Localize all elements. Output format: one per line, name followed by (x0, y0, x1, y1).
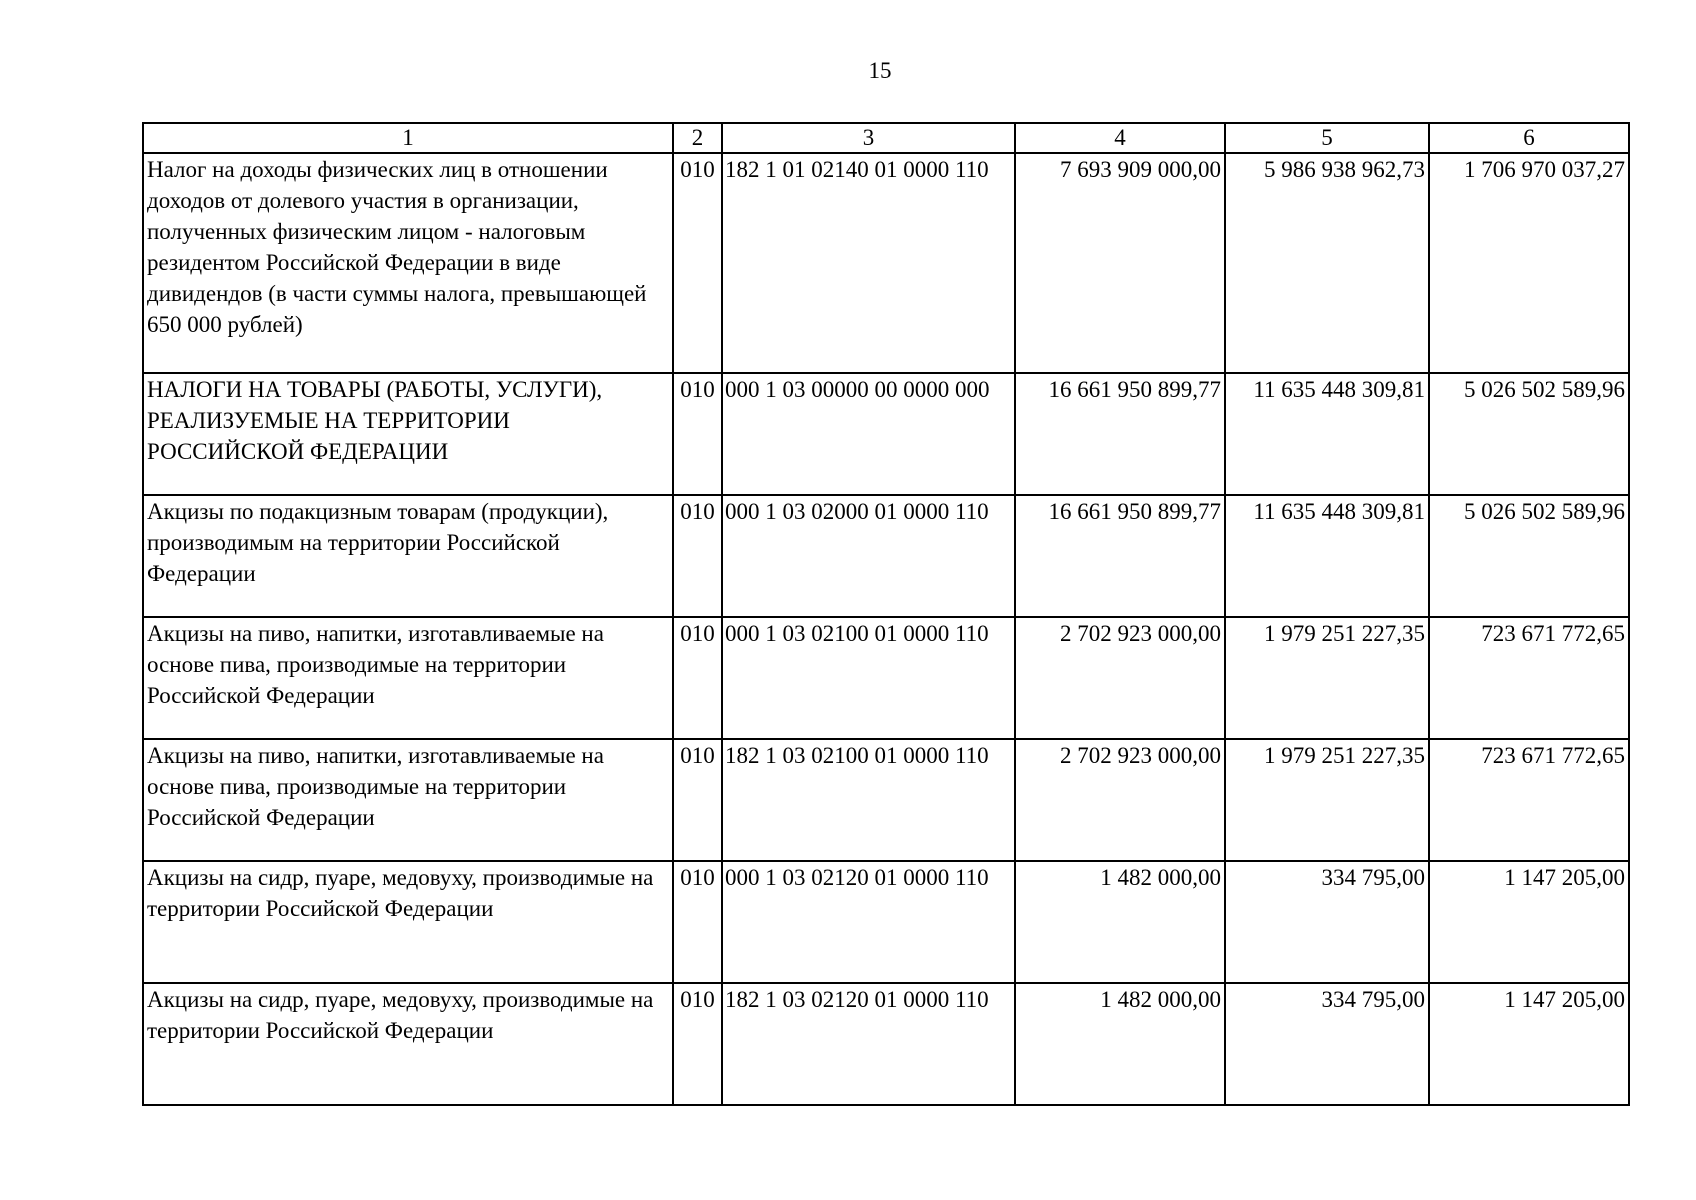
table-row (143, 153, 1629, 373)
row-budget-code: 000 1 03 00000 00 0000 000 (722, 373, 1015, 495)
page-number: 15 (868, 58, 892, 83)
row-unexecuted: 5 026 502 589,96 (1429, 495, 1629, 617)
row-line-code: 010 (673, 617, 722, 739)
row-budget-code: 182 1 03 02120 01 0000 110 (722, 983, 1015, 1105)
row-executed: 5 986 938 962,73 (1225, 153, 1429, 373)
row-unexecuted: 1 706 970 037,27 (1429, 153, 1629, 373)
table-row (143, 983, 1629, 1105)
table-row (143, 861, 1629, 983)
row-unexecuted: 723 671 772,65 (1429, 617, 1629, 739)
row-budget-code: 000 1 03 02120 01 0000 110 (722, 861, 1015, 983)
row-executed: 334 795,00 (1225, 983, 1429, 1105)
column-header-6: 6 (1429, 123, 1629, 153)
row-name: НАЛОГИ НА ТОВАРЫ (РАБОТЫ, УСЛУГИ), РЕАЛИЗУЕМЫЕ НА ТЕРРИТОРИИ РОССИЙСКОЙ ФЕДЕРАЦИИ (143, 373, 673, 495)
row-name: Налог на доходы физических лиц в отношении доходов от долевого участия в организации, полученных физическим лицом - налоговым резидентом Российской Федерации в виде дивидендов (в части суммы налога, превышающей 650 000 рублей) (143, 153, 673, 373)
column-header-3: 3 (722, 123, 1015, 153)
row-executed: 1 979 251 227,35 (1225, 739, 1429, 861)
table-row (143, 495, 1629, 617)
row-name: Акцизы по подакцизным товарам (продукции), производимым на территории Российской Федерации (143, 495, 673, 617)
row-budget-code: 182 1 01 02140 01 0000 110 (722, 153, 1015, 373)
row-executed: 11 635 448 309,81 (1225, 373, 1429, 495)
column-header-5: 5 (1225, 123, 1429, 153)
revenue-table (142, 122, 1630, 1106)
row-approved: 1 482 000,00 (1015, 861, 1225, 983)
row-unexecuted: 1 147 205,00 (1429, 983, 1629, 1105)
column-header-1: 1 (143, 123, 673, 153)
row-approved: 16 661 950 899,77 (1015, 373, 1225, 495)
row-line-code: 010 (673, 739, 722, 861)
row-budget-code: 000 1 03 02000 01 0000 110 (722, 495, 1015, 617)
row-name: Акцизы на пиво, напитки, изготавливаемые на основе пива, производимые на территории Российской Федерации (143, 739, 673, 861)
row-approved: 7 693 909 000,00 (1015, 153, 1225, 373)
column-header-4: 4 (1015, 123, 1225, 153)
row-name: Акцизы на пиво, напитки, изготавливаемые на основе пива, производимые на территории Российской Федерации (143, 617, 673, 739)
row-executed: 1 979 251 227,35 (1225, 617, 1429, 739)
row-line-code: 010 (673, 983, 722, 1105)
row-budget-code: 000 1 03 02100 01 0000 110 (722, 617, 1015, 739)
table-row (143, 739, 1629, 861)
row-unexecuted: 1 147 205,00 (1429, 861, 1629, 983)
row-approved: 2 702 923 000,00 (1015, 739, 1225, 861)
row-executed: 11 635 448 309,81 (1225, 495, 1429, 617)
row-executed: 334 795,00 (1225, 861, 1429, 983)
row-approved: 2 702 923 000,00 (1015, 617, 1225, 739)
row-name: Акцизы на сидр, пуаре, медовуху, производимые на территории Российской Федерации (143, 861, 673, 983)
column-header-2: 2 (673, 123, 722, 153)
row-unexecuted: 723 671 772,65 (1429, 739, 1629, 861)
table-row (143, 373, 1629, 495)
row-approved: 16 661 950 899,77 (1015, 495, 1225, 617)
row-budget-code: 182 1 03 02100 01 0000 110 (722, 739, 1015, 861)
row-line-code: 010 (673, 373, 722, 495)
column-number-row (143, 123, 1629, 153)
row-approved: 1 482 000,00 (1015, 983, 1225, 1105)
row-line-code: 010 (673, 153, 722, 373)
row-name: Акцизы на сидр, пуаре, медовуху, производимые на территории Российской Федерации (143, 983, 673, 1105)
row-line-code: 010 (673, 861, 722, 983)
row-unexecuted: 5 026 502 589,96 (1429, 373, 1629, 495)
row-line-code: 010 (673, 495, 722, 617)
table-row (143, 617, 1629, 739)
